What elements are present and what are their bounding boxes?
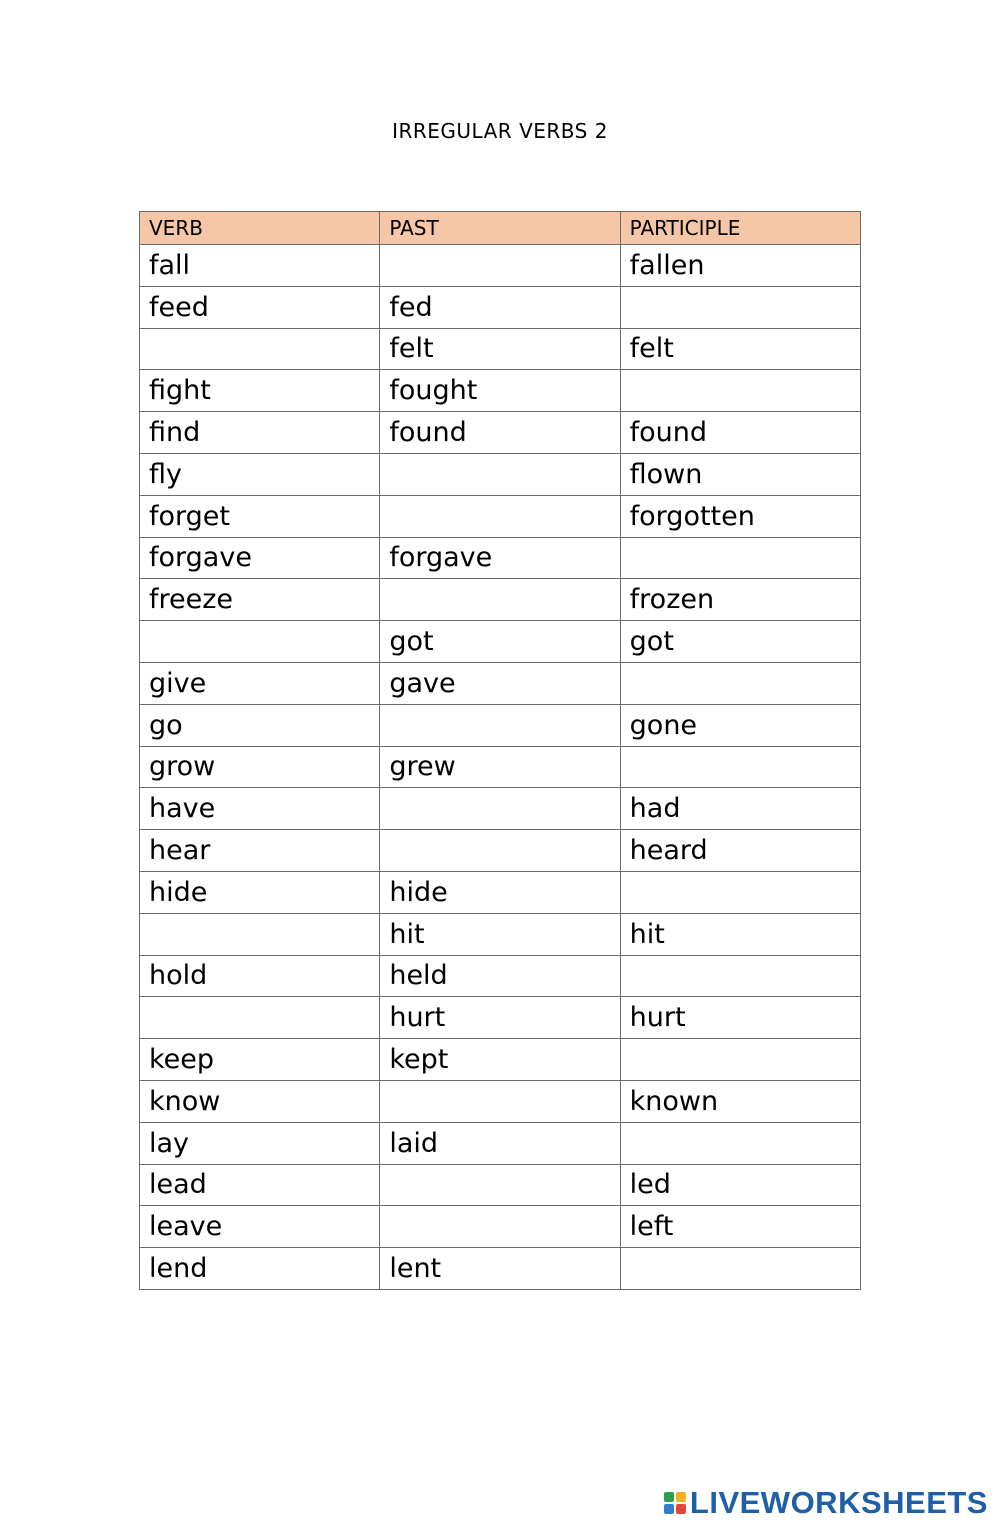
cell-participle[interactable] [620,746,860,788]
cell-participle[interactable]: frozen [620,579,860,621]
cell-verb[interactable]: feed [140,286,380,328]
cell-verb[interactable] [140,997,380,1039]
header-past: PAST [380,212,620,245]
table-row [140,453,861,495]
cell-participle[interactable]: heard [620,830,860,872]
table-row [140,955,861,997]
table-row [140,871,861,913]
cell-participle[interactable] [620,871,860,913]
cell-past[interactable] [380,245,620,287]
cell-past[interactable]: found [380,412,620,454]
cell-past[interactable]: kept [380,1039,620,1081]
table-row [140,788,861,830]
cell-past[interactable]: laid [380,1122,620,1164]
table-row [140,245,861,287]
cell-participle[interactable]: got [620,621,860,663]
cell-participle[interactable]: left [620,1206,860,1248]
cell-verb[interactable]: find [140,412,380,454]
cell-participle[interactable] [620,662,860,704]
cell-participle[interactable]: fallen [620,245,860,287]
cell-past[interactable]: hit [380,913,620,955]
cell-past[interactable]: grew [380,746,620,788]
logo-square [664,1492,674,1502]
cell-participle[interactable]: found [620,412,860,454]
cell-verb[interactable]: hold [140,955,380,997]
cell-verb[interactable] [140,328,380,370]
cell-participle[interactable]: known [620,1080,860,1122]
cell-past[interactable] [380,1080,620,1122]
table-row [140,913,861,955]
table-row [140,286,861,328]
cell-participle[interactable]: flown [620,453,860,495]
logo-square [676,1504,686,1514]
cell-verb[interactable]: forget [140,495,380,537]
cell-verb[interactable]: hear [140,830,380,872]
cell-past[interactable]: felt [380,328,620,370]
cell-verb[interactable]: lend [140,1248,380,1290]
table-row [140,1248,861,1290]
page-title: IRREGULAR VERBS 2 [392,119,608,143]
cell-past[interactable] [380,788,620,830]
cell-past[interactable] [380,579,620,621]
table-row [140,1080,861,1122]
cell-participle[interactable] [620,1248,860,1290]
cell-verb[interactable]: fall [140,245,380,287]
cell-verb[interactable]: forgave [140,537,380,579]
table-header-row [140,212,861,245]
table-row [140,662,861,704]
table-row [140,997,861,1039]
table-row [140,579,861,621]
cell-past[interactable] [380,495,620,537]
cell-verb[interactable]: grow [140,746,380,788]
cell-past[interactable]: got [380,621,620,663]
cell-participle[interactable]: led [620,1164,860,1206]
table-row [140,537,861,579]
table-row [140,830,861,872]
cell-past[interactable]: hurt [380,997,620,1039]
cell-participle[interactable]: forgotten [620,495,860,537]
table-body [140,245,861,1290]
cell-past[interactable]: lent [380,1248,620,1290]
cell-participle[interactable]: hit [620,913,860,955]
cell-participle[interactable]: gone [620,704,860,746]
table-row [140,1206,861,1248]
verbs-table [139,211,861,1290]
table-row [140,746,861,788]
liveworksheets-logo-icon [664,1492,686,1514]
cell-verb[interactable]: leave [140,1206,380,1248]
cell-verb[interactable]: fly [140,453,380,495]
cell-participle[interactable] [620,286,860,328]
cell-participle[interactable] [620,1039,860,1081]
cell-verb[interactable] [140,621,380,663]
cell-verb[interactable]: hide [140,871,380,913]
cell-verb[interactable]: give [140,662,380,704]
table-row [140,1164,861,1206]
table-row [140,1122,861,1164]
cell-verb[interactable]: go [140,704,380,746]
cell-participle[interactable] [620,955,860,997]
cell-verb[interactable] [140,913,380,955]
cell-past[interactable] [380,1206,620,1248]
cell-past[interactable] [380,830,620,872]
table-row [140,621,861,663]
header-participle: PARTICIPLE [620,212,860,245]
cell-participle[interactable]: felt [620,328,860,370]
cell-verb[interactable]: keep [140,1039,380,1081]
cell-participle[interactable] [620,537,860,579]
cell-past[interactable] [380,453,620,495]
cell-verb[interactable]: lay [140,1122,380,1164]
logo-square [676,1492,686,1502]
cell-verb[interactable]: have [140,788,380,830]
cell-past[interactable]: fought [380,370,620,412]
cell-past[interactable]: forgave [380,537,620,579]
cell-past[interactable] [380,1164,620,1206]
cell-past[interactable]: held [380,955,620,997]
cell-participle[interactable] [620,370,860,412]
table-row [140,704,861,746]
table-row [140,328,861,370]
cell-past[interactable]: fed [380,286,620,328]
liveworksheets-brand [664,1485,988,1521]
cell-verb[interactable]: freeze [140,579,380,621]
cell-verb[interactable]: lead [140,1164,380,1206]
cell-verb[interactable]: know [140,1080,380,1122]
table-row [140,1039,861,1081]
brand-text: LIVEWORKSHEETS [689,1485,988,1520]
cell-past[interactable]: hide [380,871,620,913]
logo-square [664,1504,674,1514]
cell-participle[interactable]: hurt [620,997,860,1039]
table-row [140,412,861,454]
cell-participle[interactable]: had [620,788,860,830]
cell-participle[interactable] [620,1122,860,1164]
cell-verb[interactable]: fight [140,370,380,412]
cell-past[interactable]: gave [380,662,620,704]
header-verb: VERB [140,212,380,245]
cell-past[interactable] [380,704,620,746]
table-row [140,370,861,412]
table-row [140,495,861,537]
